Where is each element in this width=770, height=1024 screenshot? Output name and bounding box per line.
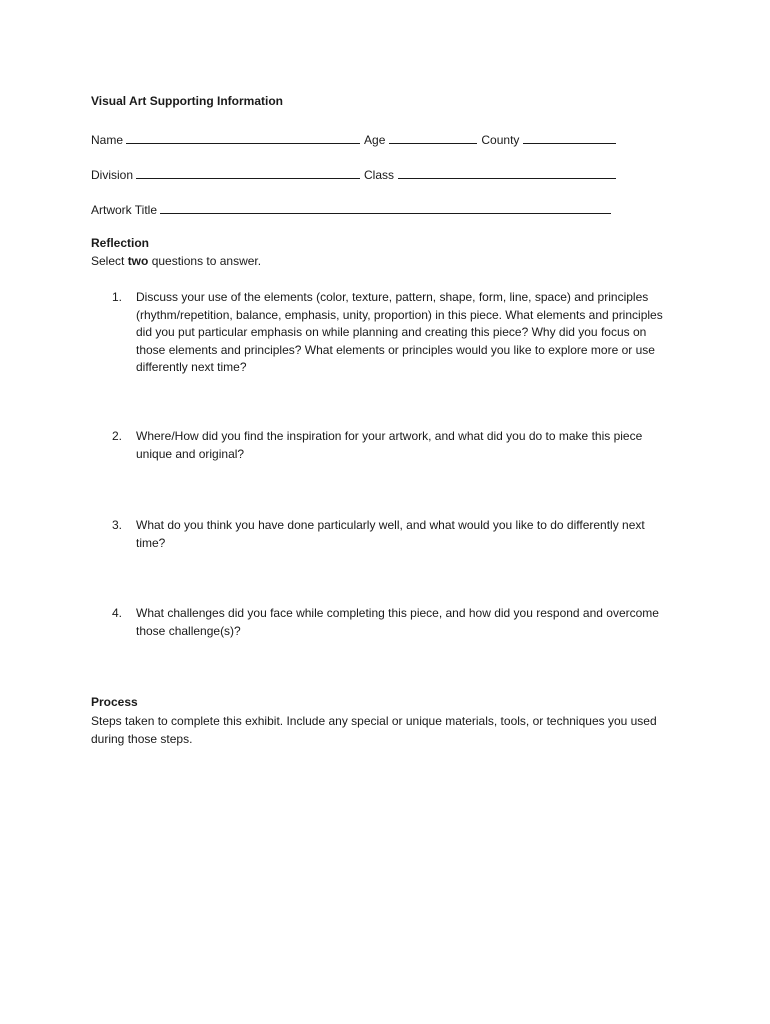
reflection-heading: Reflection [91, 236, 150, 250]
question-number: 3. [112, 518, 123, 532]
class-label: Class [364, 168, 395, 182]
question-number: 1. [112, 290, 123, 304]
question-text: What challenges did you face while completing this piece, and how did you respond and overcome those challenge(s)? [136, 606, 659, 638]
artwork-title-label: Artwork Title [91, 203, 158, 217]
question-3 [112, 517, 672, 552]
county-field[interactable] [523, 131, 616, 144]
name-age-county-row [91, 131, 620, 147]
question-text: Where/How did you find the inspiration for your artwork, and what did you do to make this piece unique and original? [136, 429, 643, 461]
question-1 [112, 289, 672, 377]
division-label: Division [91, 168, 134, 182]
instruction-pre: Select [91, 254, 128, 268]
age-label: Age [364, 133, 386, 147]
division-field[interactable] [136, 166, 360, 179]
question-text: Discuss your use of the elements (color, texture, pattern, shape, form, line, space) and principles (rhythm/repetition, balance, emphasis, unity, proportion) in this piece. What elements and principles did you put particular emphasis on while planning and creating this piece? Why did you focus on those elements and principles? What elements or principles would you like to explore more or use differently next time? [136, 290, 663, 374]
artwork-title-field[interactable] [160, 201, 611, 214]
age-field[interactable] [389, 131, 477, 144]
reflection-instruction [91, 254, 261, 268]
process-heading: Process [91, 695, 138, 709]
county-label: County [481, 133, 520, 147]
instruction-emphasis: two [127, 254, 149, 268]
name-field[interactable] [126, 131, 360, 144]
artwork-title-row [91, 201, 615, 217]
name-label: Name [91, 133, 124, 147]
document-title: Visual Art Supporting Information [91, 94, 283, 108]
process-text: Steps taken to complete this exhibit. Include any special or unique materials, tools, or techniques you used during those steps. [91, 714, 657, 746]
question-text: What do you think you have done particularly well, and what would you like to do differently next time? [136, 518, 645, 550]
question-2 [112, 428, 672, 463]
question-number: 2. [112, 429, 123, 443]
question-number: 4. [112, 606, 123, 620]
class-field[interactable] [398, 166, 616, 179]
instruction-post: questions to answer. [148, 254, 262, 268]
question-4 [112, 605, 672, 640]
division-class-row [91, 166, 620, 182]
